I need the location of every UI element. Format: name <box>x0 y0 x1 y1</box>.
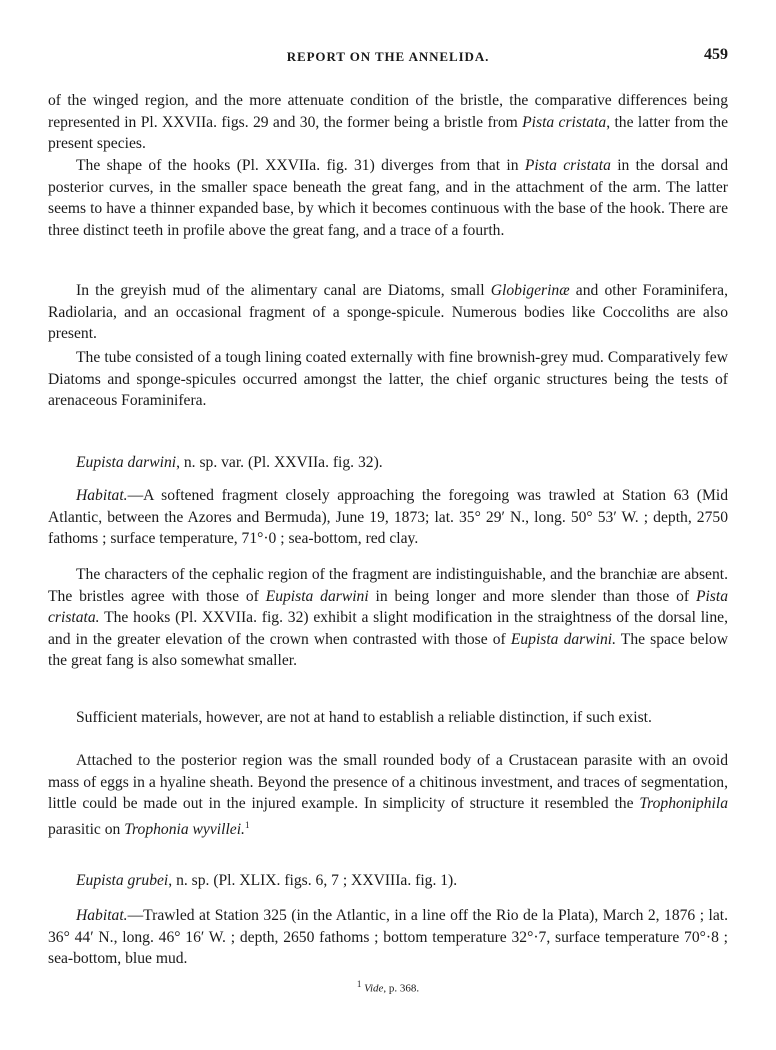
species-name: Pista cristata. <box>48 587 729 627</box>
text-run: The space below the great fang is also somewhat smaller. <box>48 630 728 670</box>
species-name: Pista cristata <box>524 157 611 174</box>
habitat-label: Habitat. <box>76 907 128 924</box>
footnote <box>0 974 776 1000</box>
species-name: Eupista darwini <box>265 587 369 605</box>
footnote-label: Vide <box>364 982 384 995</box>
species-heading-darwini <box>76 452 383 474</box>
taxon-name: Globigerinæ <box>490 282 570 299</box>
species-name: Eupista grubei <box>76 872 169 889</box>
text-run: The characters of the cephalic region of the fragment are indistinguishable, and the branchiæ are absent. The bristles agree with those of <box>48 566 728 605</box>
species-name: Trophonia wyvillei. <box>124 820 245 838</box>
taxon-name: Trophoniphila <box>639 795 728 813</box>
species-name: Eupista darwini <box>76 454 177 471</box>
paragraph-continuation <box>48 90 728 155</box>
page-number: 459 <box>704 46 728 63</box>
species-name: Pista cristata <box>522 113 607 131</box>
paragraph-habitat-darwini <box>48 485 728 550</box>
text-run: , n. sp. var. (Pl. XXVIIa. fig. 32). <box>176 454 383 471</box>
text-run: —Trawled at Station 325 (in the Atlantic, in a line off the Rio de la Plata), March 2, 1876 ; lat. 36° 44′ N., long. 46° 16′ W. ; depth, 2650 fathoms ; bottom temperature 32°·7, surface temperature 70°·8 ; sea-bottom, blue mud. <box>48 907 728 968</box>
species-heading-grubei <box>76 870 457 892</box>
running-head: REPORT ON THE ANNELIDA. <box>286 49 490 64</box>
paragraph-alimentary-canal <box>48 280 728 345</box>
footnote-page: , p. 368. <box>383 982 420 995</box>
text-run: of the winged region, and the more attenuate condition of the bristle, the comparative differences being represented in Pl. XXVIIa. figs. 29 and 30, the former being a bristle from <box>48 92 728 131</box>
text-run: The hooks (Pl. XXVIIa. fig. 32) exhibit a slight modification in the straightness of the dorsal line, and in the greater elevation of the crown when contrasted with those of <box>48 609 728 648</box>
text-run: in being longer and more slender than those of <box>368 587 696 605</box>
habitat-label: Habitat. <box>76 487 128 504</box>
paragraph-tube: The tube consisted of a tough lining coated externally with fine brownish-grey mud. Comparatively few Diatoms and sponge-spicules occurred amongst the latter, the chief organic structures being the tests of arenaceous Foraminifera. <box>48 349 728 410</box>
text-run: The shape of the hooks (Pl. XXVIIa. fig. 31) diverges from that in <box>76 157 525 174</box>
text-run: and other Foraminifera, Radiolaria, and an occasional fragment of a sponge-spicule. Numerous bodies like Coccoliths are also present. <box>48 282 728 343</box>
footnote-mark: 1 <box>356 979 362 989</box>
paragraph-habitat-grubei <box>48 905 728 970</box>
text-run: in the dorsal and posterior curves, in the smaller space beneath the great fang, and in the attachment of the arm. The latter seems to have a thinner expanded base, by which it becomes continuous with the base of the hook. There are three distinct teeth in profile above the great fang, and a trace of a fourth. <box>48 157 729 239</box>
text-run: In the greyish mud of the alimentary canal are Diatoms, small <box>76 282 491 299</box>
text-run: , n. sp. (Pl. XLIX. figs. 6, 7 ; XXVIIIa. fig. 1). <box>168 872 458 889</box>
text-run: , the latter from the present species. <box>48 113 728 153</box>
paragraph-characters <box>48 564 728 672</box>
page-header <box>48 46 728 68</box>
text-run: Attached to the posterior region was the small rounded body of a Crustacean parasite with an ovoid mass of eggs in a hyaline sheath. Beyond the presence of a chitinous investment, and traces of segmentation, little could be made out in the injured example. In simplicity of structure it resembled the <box>48 752 728 813</box>
species-name: Eupista darwini. <box>510 630 616 648</box>
paragraph-hooks <box>48 155 728 241</box>
text-run: parasitic on <box>48 820 125 838</box>
paragraph-parasite <box>48 750 728 841</box>
text-run: —A softened fragment closely approaching the foregoing was trawled at Station 63 (Mid Atlantic, between the Azores and Bermuda), June 19, 1873; lat. 35° 29′ N., long. 50° 53′ W. ; depth, 2750 fathoms ; surface temperature, 71°·0 ; sea-bottom, red clay. <box>48 487 728 548</box>
paragraph-materials: Sufficient materials, however, are not at hand to establish a reliable distinction, if such exist. <box>76 709 652 726</box>
footnote-ref: 1 <box>244 819 250 830</box>
